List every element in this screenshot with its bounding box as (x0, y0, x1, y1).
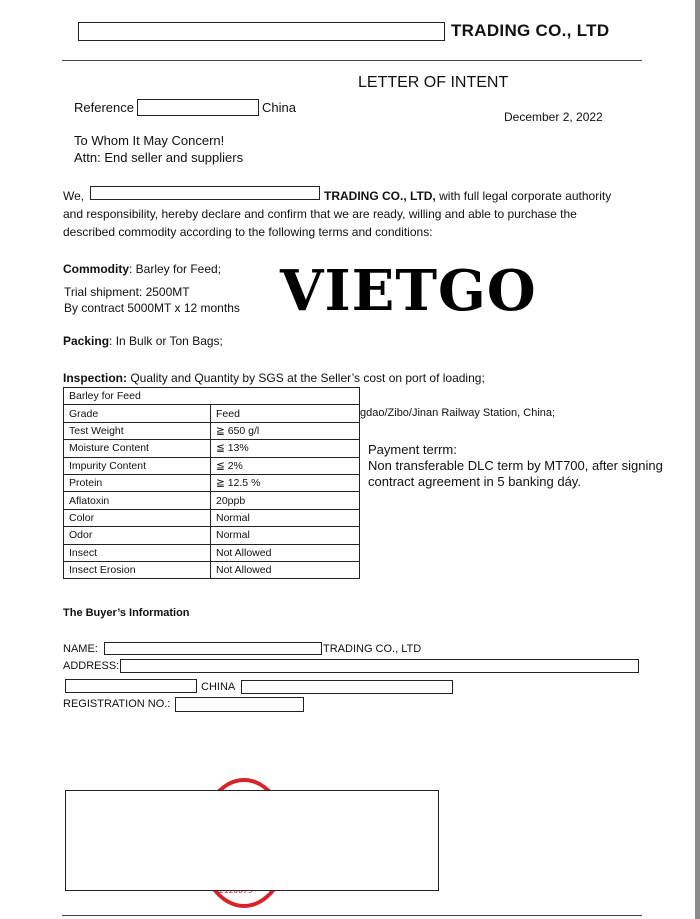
spec-value: ≧ 12.5 % (211, 474, 360, 491)
table-row (64, 544, 360, 561)
buyer-name-label: NAME: (63, 643, 98, 655)
redacted-registration-no (175, 697, 304, 712)
spec-parameter: Test Weight (64, 422, 211, 439)
spec-value: Normal (211, 509, 360, 526)
spec-parameter: Aflatoxin (64, 492, 211, 509)
barley-spec-table (63, 387, 360, 579)
packing-label: Packing (63, 334, 110, 348)
payment-term-line1: Non transferable DLC term by MT700, after signing (368, 458, 663, 473)
redacted-address-line2 (65, 679, 197, 693)
spec-value: Not Allowed (211, 561, 360, 578)
redacted-reference (137, 99, 259, 116)
page-frame-edge (695, 0, 700, 919)
spec-parameter: Insect (64, 544, 211, 561)
redacted-signature-block (65, 790, 439, 891)
header-company-suffix: TRADING CO., LTD (451, 21, 610, 40)
redacted-company-name (78, 22, 445, 41)
attention-line: Attn: End seller and suppliers (74, 150, 244, 165)
commodity-label: Commodity (63, 262, 129, 276)
table-caption: Barley for Feed (64, 388, 360, 405)
spec-parameter: Moisture Content (64, 440, 211, 457)
commodity-value: : Barley for Feed; (129, 262, 222, 276)
table-row (64, 509, 360, 526)
spec-value: Feed (211, 405, 360, 422)
payment-term-line2: contract agreement in 5 banking dáy. (368, 474, 581, 489)
spec-parameter: Color (64, 509, 211, 526)
header-rule (62, 60, 642, 61)
redacted-address-detail (241, 680, 453, 694)
spec-value: ≦ 13% (211, 440, 360, 457)
salutation: To Whom It May Concern! (74, 133, 225, 148)
vietgo-watermark: VIETGO (280, 258, 537, 324)
letter-date: December 2, 2022 (504, 110, 603, 124)
inspection-label: Inspection: (63, 371, 128, 385)
table-row (64, 561, 360, 578)
redacted-buyer-name (104, 642, 322, 655)
redacted-buyer-company (90, 186, 320, 200)
spec-value: 20ppb (211, 492, 360, 509)
reference-label: Reference (74, 100, 134, 115)
spec-value: ≦ 2% (211, 457, 360, 474)
spec-parameter: Grade (64, 405, 211, 422)
spec-parameter: Insect Erosion (64, 561, 211, 578)
document-title: LETTER OF INTENT (358, 74, 509, 91)
spec-parameter: Protein (64, 474, 211, 491)
contract-quantity: By contract 5000MT x 12 months (64, 301, 240, 315)
intro-company: TRADING CO., LTD, (324, 189, 436, 203)
destination-partial: gdao/Zibo/Jinan Railway Station, China; (360, 407, 556, 419)
table-row (64, 422, 360, 439)
inspection-value: Quality and Quantity by SGS at the Seller’s cost on port of loading; (127, 371, 485, 385)
table-row (64, 457, 360, 474)
intro-line2: and responsibility, hereby declare and confirm that we are ready, willing and able to purchase the (63, 207, 577, 221)
buyer-info-heading: The Buyer’s Information (63, 607, 190, 619)
table-row (64, 440, 360, 457)
intro-line1-rest: with full legal corporate authority (435, 189, 612, 203)
commodity-line (63, 262, 221, 276)
reference-suffix: China (262, 100, 296, 115)
registration-label: REGISTRATION NO.: (63, 698, 171, 710)
spec-value: ≧ 650 g/l (211, 422, 360, 439)
table-row (64, 492, 360, 509)
intro-line3: described commodity according to the following terms and conditions: (63, 225, 433, 239)
table-row (64, 527, 360, 544)
intro-we: We, (63, 189, 85, 203)
spec-value: Normal (211, 527, 360, 544)
redacted-buyer-address (120, 659, 639, 673)
table-row (64, 405, 360, 422)
buyer-country: CHINA (201, 681, 236, 693)
table-caption-row (64, 388, 360, 405)
intro-line1 (324, 187, 611, 205)
packing-line (63, 334, 223, 348)
inspection-line (63, 371, 485, 385)
spec-parameter: Impurity Content (64, 457, 211, 474)
table-row (64, 474, 360, 491)
footer-rule (62, 915, 642, 916)
buyer-name-suffix: TRADING CO., LTD (323, 643, 422, 655)
buyer-address-label: ADDRESS: (63, 660, 120, 672)
payment-label: Payment terrm: (368, 442, 457, 457)
spec-value: Not Allowed (211, 544, 360, 561)
trial-shipment: Trial shipment: 2500MT (64, 285, 190, 299)
spec-parameter: Odor (64, 527, 211, 544)
packing-value: : In Bulk or Ton Bags; (109, 334, 223, 348)
